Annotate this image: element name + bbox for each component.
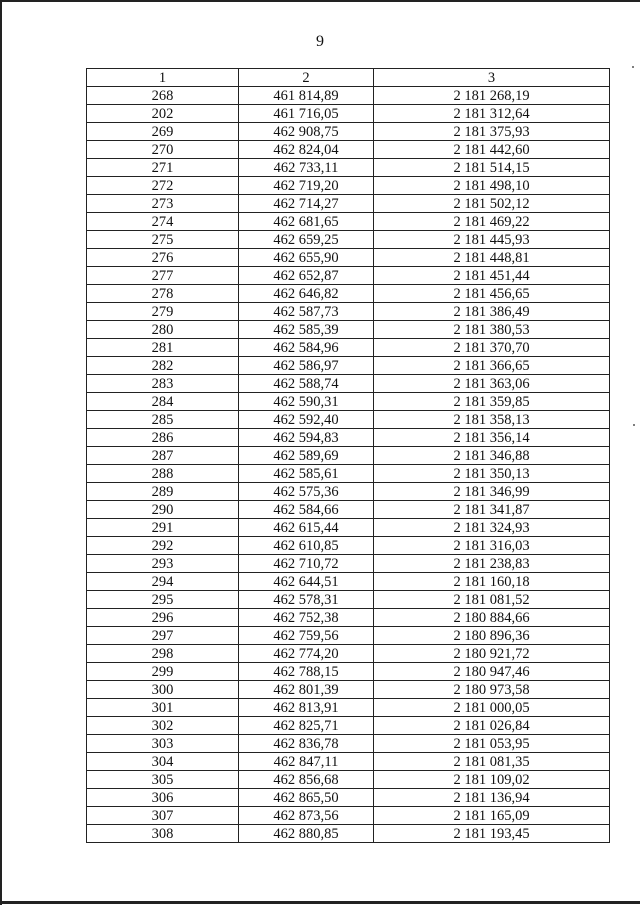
table-row [87,663,610,681]
y-coordinate-cell: 2 181 268,19 [374,87,610,105]
point-number-cell: 284 [87,393,239,411]
y-coordinate-cell: 2 181 451,44 [374,267,610,285]
x-coordinate-cell: 462 733,11 [239,159,374,177]
y-coordinate-cell: 2 181 109,02 [374,771,610,789]
point-number-cell: 271 [87,159,239,177]
x-coordinate-cell: 462 681,65 [239,213,374,231]
x-coordinate-cell: 462 646,82 [239,285,374,303]
column-header-x: 2 [239,69,374,87]
table-row [87,537,610,555]
table-row [87,141,610,159]
y-coordinate-cell: 2 180 973,58 [374,681,610,699]
y-coordinate-cell: 2 181 081,52 [374,591,610,609]
x-coordinate-cell: 462 774,20 [239,645,374,663]
point-number-cell: 296 [87,609,239,627]
point-number-cell: 277 [87,267,239,285]
table-row [87,303,610,321]
y-coordinate-cell: 2 181 456,65 [374,285,610,303]
point-number-cell: 308 [87,825,239,843]
y-coordinate-cell: 2 181 469,22 [374,213,610,231]
x-coordinate-cell: 461 716,05 [239,105,374,123]
table-row [87,429,610,447]
y-coordinate-cell: 2 181 312,64 [374,105,610,123]
x-coordinate-cell: 462 873,56 [239,807,374,825]
scan-edge-top [0,0,640,2]
point-number-cell: 295 [87,591,239,609]
table-body [87,69,610,843]
point-number-cell: 276 [87,249,239,267]
column-header-point: 1 [87,69,239,87]
point-number-cell: 270 [87,141,239,159]
point-number-cell: 268 [87,87,239,105]
y-coordinate-cell: 2 180 921,72 [374,645,610,663]
y-coordinate-cell: 2 181 498,10 [374,177,610,195]
table-row [87,735,610,753]
y-coordinate-cell: 2 181 238,83 [374,555,610,573]
table-row [87,825,610,843]
point-number-cell: 301 [87,699,239,717]
point-number-cell: 293 [87,555,239,573]
point-number-cell: 292 [87,537,239,555]
y-coordinate-cell: 2 181 448,81 [374,249,610,267]
x-coordinate-cell: 462 865,50 [239,789,374,807]
y-coordinate-cell: 2 181 502,12 [374,195,610,213]
table-row [87,591,610,609]
y-coordinate-cell: 2 181 386,49 [374,303,610,321]
x-coordinate-cell: 462 592,40 [239,411,374,429]
point-number-cell: 288 [87,465,239,483]
y-coordinate-cell: 2 181 053,95 [374,735,610,753]
table-row [87,447,610,465]
table-row [87,357,610,375]
point-number-cell: 306 [87,789,239,807]
point-number-cell: 202 [87,105,239,123]
point-number-cell: 300 [87,681,239,699]
y-coordinate-cell: 2 180 947,46 [374,663,610,681]
table-row [87,285,610,303]
x-coordinate-cell: 462 710,72 [239,555,374,573]
y-coordinate-cell: 2 181 026,84 [374,717,610,735]
table-row [87,411,610,429]
x-coordinate-cell: 462 880,85 [239,825,374,843]
table-row [87,213,610,231]
x-coordinate-cell: 462 586,97 [239,357,374,375]
point-number-cell: 303 [87,735,239,753]
table-row [87,807,610,825]
scan-speck [632,66,634,68]
point-number-cell: 283 [87,375,239,393]
point-number-cell: 305 [87,771,239,789]
scan-edge-bottom [0,901,640,904]
x-coordinate-cell: 462 836,78 [239,735,374,753]
table-row [87,681,610,699]
table-row [87,375,610,393]
table-row [87,159,610,177]
x-coordinate-cell: 462 615,44 [239,519,374,537]
table-row [87,393,610,411]
y-coordinate-cell: 2 181 136,94 [374,789,610,807]
table-row [87,321,610,339]
y-coordinate-cell: 2 181 380,53 [374,321,610,339]
x-coordinate-cell: 462 578,31 [239,591,374,609]
point-number-cell: 286 [87,429,239,447]
point-number-cell: 294 [87,573,239,591]
point-number-cell: 307 [87,807,239,825]
table-row [87,231,610,249]
x-coordinate-cell: 462 908,75 [239,123,374,141]
x-coordinate-cell: 462 589,69 [239,447,374,465]
y-coordinate-cell: 2 181 081,35 [374,753,610,771]
x-coordinate-cell: 462 788,15 [239,663,374,681]
point-number-cell: 289 [87,483,239,501]
x-coordinate-cell: 462 588,74 [239,375,374,393]
y-coordinate-cell: 2 181 514,15 [374,159,610,177]
y-coordinate-cell: 2 181 316,03 [374,537,610,555]
point-number-cell: 299 [87,663,239,681]
x-coordinate-cell: 462 655,90 [239,249,374,267]
y-coordinate-cell: 2 181 346,88 [374,447,610,465]
y-coordinate-cell: 2 181 160,18 [374,573,610,591]
point-number-cell: 298 [87,645,239,663]
x-coordinate-cell: 462 801,39 [239,681,374,699]
point-number-cell: 280 [87,321,239,339]
table-row [87,249,610,267]
table-row [87,609,610,627]
y-coordinate-cell: 2 181 193,45 [374,825,610,843]
table-row [87,87,610,105]
point-number-cell: 285 [87,411,239,429]
y-coordinate-cell: 2 181 165,09 [374,807,610,825]
y-coordinate-cell: 2 180 896,36 [374,627,610,645]
y-coordinate-cell: 2 181 445,93 [374,231,610,249]
point-number-cell: 302 [87,717,239,735]
scan-edge-left [0,0,2,905]
point-number-cell: 279 [87,303,239,321]
table-row [87,195,610,213]
table-row [87,627,610,645]
x-coordinate-cell: 462 759,56 [239,627,374,645]
table-row [87,699,610,717]
point-number-cell: 273 [87,195,239,213]
x-coordinate-cell: 462 585,61 [239,465,374,483]
point-number-cell: 297 [87,627,239,645]
y-coordinate-cell: 2 181 350,13 [374,465,610,483]
coordinates-table [86,68,610,843]
point-number-cell: 275 [87,231,239,249]
point-number-cell: 272 [87,177,239,195]
point-number-cell: 281 [87,339,239,357]
point-number-cell: 304 [87,753,239,771]
point-number-cell: 278 [87,285,239,303]
x-coordinate-cell: 462 584,96 [239,339,374,357]
point-number-cell: 291 [87,519,239,537]
x-coordinate-cell: 462 590,31 [239,393,374,411]
x-coordinate-cell: 462 856,68 [239,771,374,789]
table-row [87,771,610,789]
table-row [87,267,610,285]
y-coordinate-cell: 2 181 358,13 [374,411,610,429]
x-coordinate-cell: 462 825,71 [239,717,374,735]
x-coordinate-cell: 462 585,39 [239,321,374,339]
table-row [87,483,610,501]
table-header-row [87,69,610,87]
point-number-cell: 290 [87,501,239,519]
x-coordinate-cell: 462 847,11 [239,753,374,771]
y-coordinate-cell: 2 181 356,14 [374,429,610,447]
y-coordinate-cell: 2 181 000,05 [374,699,610,717]
x-coordinate-cell: 461 814,89 [239,87,374,105]
table-row [87,519,610,537]
x-coordinate-cell: 462 824,04 [239,141,374,159]
table-row [87,645,610,663]
x-coordinate-cell: 462 644,51 [239,573,374,591]
scan-speck [633,424,635,426]
x-coordinate-cell: 462 594,83 [239,429,374,447]
table-row [87,339,610,357]
table-row [87,123,610,141]
y-coordinate-cell: 2 181 370,70 [374,339,610,357]
point-number-cell: 274 [87,213,239,231]
x-coordinate-cell: 462 587,73 [239,303,374,321]
table-row [87,501,610,519]
table-row [87,573,610,591]
column-header-y: 3 [374,69,610,87]
y-coordinate-cell: 2 181 363,06 [374,375,610,393]
y-coordinate-cell: 2 181 359,85 [374,393,610,411]
page-number: 9 [316,33,324,50]
table-row [87,789,610,807]
x-coordinate-cell: 462 652,87 [239,267,374,285]
y-coordinate-cell: 2 181 324,93 [374,519,610,537]
table-row [87,753,610,771]
y-coordinate-cell: 2 181 346,99 [374,483,610,501]
table-row [87,717,610,735]
y-coordinate-cell: 2 180 884,66 [374,609,610,627]
point-number-cell: 282 [87,357,239,375]
x-coordinate-cell: 462 584,66 [239,501,374,519]
x-coordinate-cell: 462 610,85 [239,537,374,555]
point-number-cell: 269 [87,123,239,141]
y-coordinate-cell: 2 181 442,60 [374,141,610,159]
y-coordinate-cell: 2 181 375,93 [374,123,610,141]
x-coordinate-cell: 462 714,27 [239,195,374,213]
table-row [87,177,610,195]
x-coordinate-cell: 462 752,38 [239,609,374,627]
point-number-cell: 287 [87,447,239,465]
y-coordinate-cell: 2 181 341,87 [374,501,610,519]
x-coordinate-cell: 462 719,20 [239,177,374,195]
table-row [87,465,610,483]
table-row [87,105,610,123]
x-coordinate-cell: 462 659,25 [239,231,374,249]
x-coordinate-cell: 462 813,91 [239,699,374,717]
x-coordinate-cell: 462 575,36 [239,483,374,501]
table-row [87,555,610,573]
y-coordinate-cell: 2 181 366,65 [374,357,610,375]
